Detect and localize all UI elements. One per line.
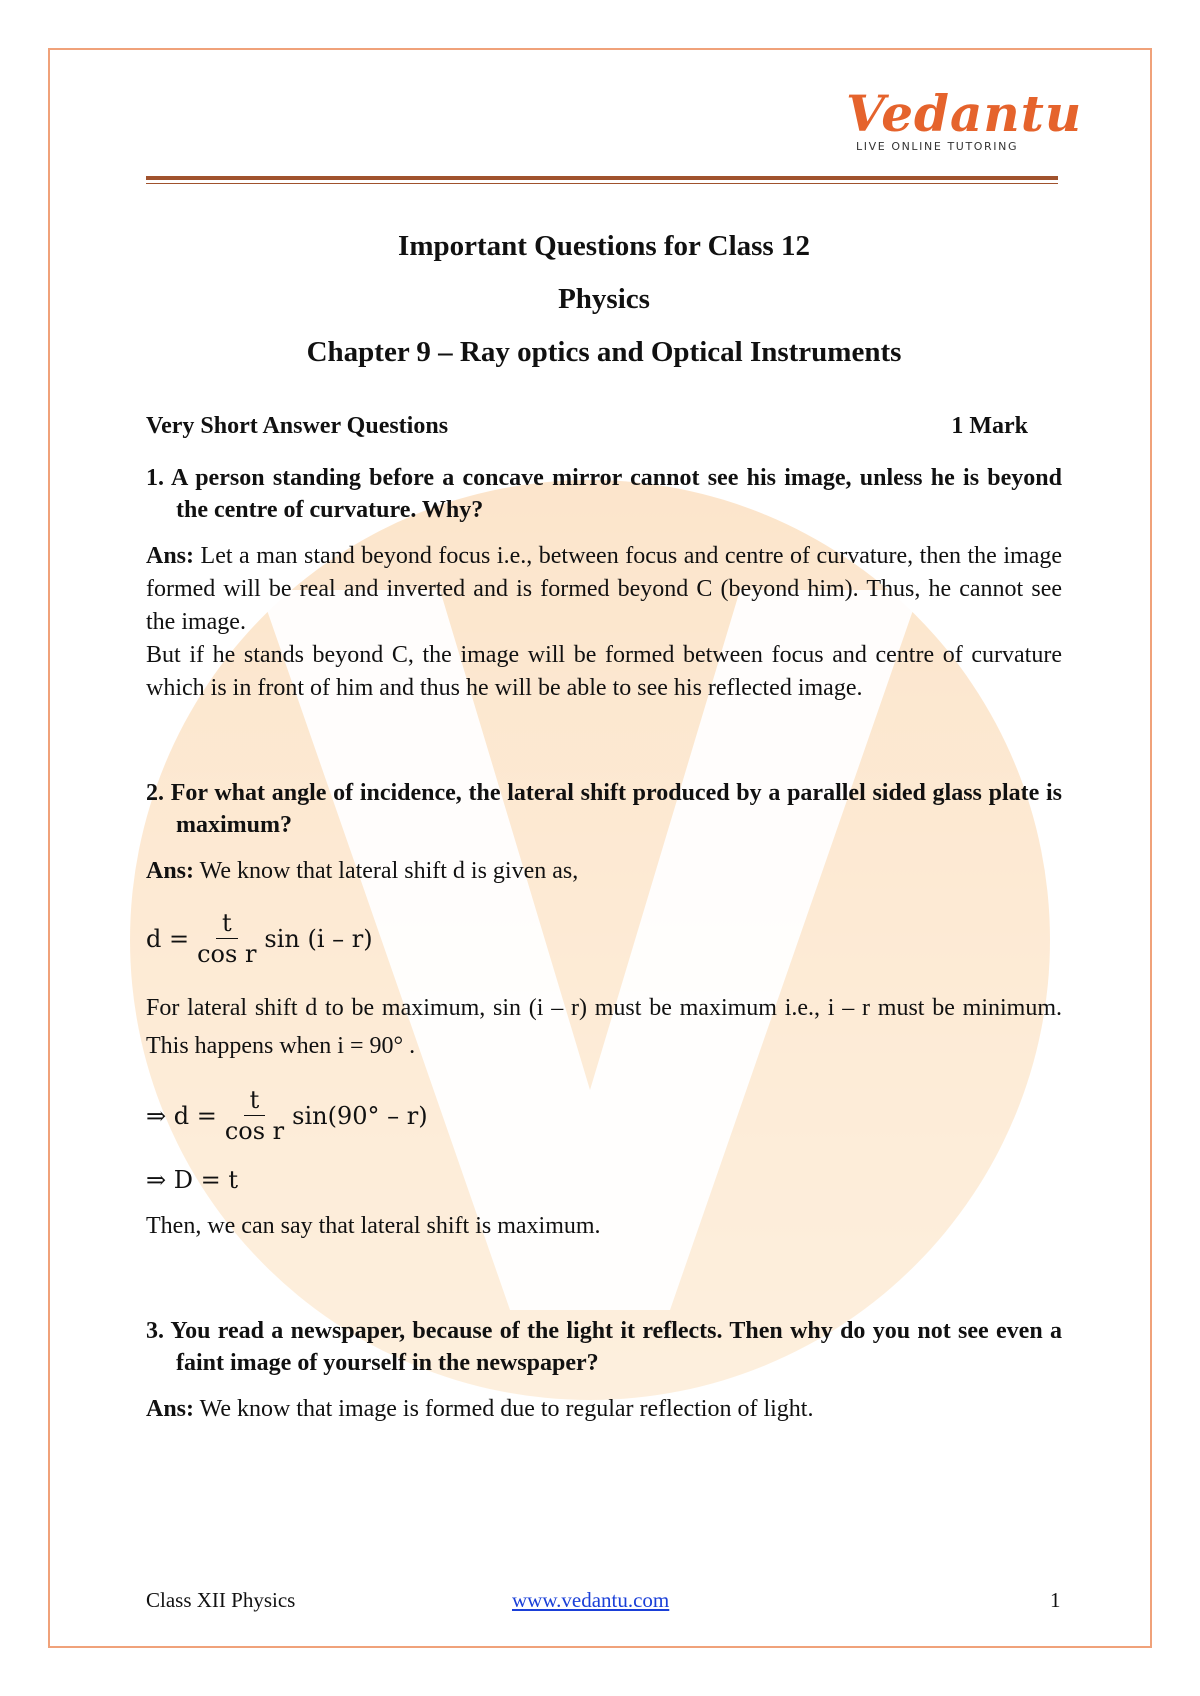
answer-1 — [146, 540, 1062, 639]
fraction — [219, 1085, 290, 1146]
fraction — [191, 908, 262, 969]
formula-rhs: sin (i – r) — [264, 924, 373, 953]
answer-2-paragraph: For lateral shift d to be maximum, sin (i – r) must be maximum i.e., i – r must be minimum. This happens when i = 90° . — [146, 995, 1062, 1059]
answer-3 — [146, 1393, 1062, 1426]
question-3: 3. You read a newspaper, because of the light it reflects. Then why do you not see even a faint image of yourself in the newspaper? — [146, 1318, 1062, 1376]
formula-lhs: d = — [146, 924, 190, 953]
answer-1-continued: But if he stands beyond C, the image will be formed between focus and centre of curvature which is in front of him and thus he will be able to see his reflected image. — [146, 642, 1062, 701]
document-content — [146, 222, 1062, 1426]
section-header — [146, 413, 1062, 440]
vedantu-logo — [838, 84, 1083, 162]
question-1: 1. A person standing before a concave mirror cannot see his image, unless he is beyond the centre of curvature. Why? — [146, 465, 1062, 523]
answer-text: Let a man stand beyond focus i.e., between focus and centre of curvature, then the image formed will be real and inverted and is formed beyond C (beyond him). Thus, he cannot see the image. — [146, 543, 1062, 635]
formula-max-shift — [146, 1085, 1062, 1146]
fraction-denominator: cos r — [197, 940, 257, 968]
formula-text: ⇒ D = t — [146, 1166, 238, 1194]
logo-wordmark: Vedantu — [846, 84, 1083, 143]
answer-text: We know that lateral shift d is given as, — [194, 858, 579, 884]
formula-rhs: sin(90° – r) — [292, 1101, 428, 1130]
footer-page-number: 1 — [1050, 1588, 1061, 1612]
formula-lateral-shift — [146, 908, 1062, 969]
section-marks: 1 Mark — [951, 413, 1028, 439]
logo-tagline: LIVE ONLINE TUTORING — [856, 140, 1019, 153]
doc-chapter: Chapter 9 – Ray optics and Optical Instruments — [306, 336, 902, 368]
footer-website-link[interactable]: www.vedantu.com — [512, 1588, 670, 1612]
section-name: Very Short Answer Questions — [146, 413, 449, 439]
fraction-numerator: t — [216, 908, 238, 939]
answer-label: Ans: — [146, 858, 195, 884]
answer-2 — [146, 855, 1062, 888]
doc-title: Important Questions for Class 12 — [398, 230, 810, 262]
answer-label: Ans: — [146, 543, 195, 569]
footer-class-label: Class XII Physics — [146, 1588, 296, 1612]
formula-lhs: ⇒ d = — [146, 1101, 217, 1130]
fraction-numerator: t — [244, 1085, 266, 1116]
formula-result — [146, 1166, 1062, 1194]
doc-subject: Physics — [558, 283, 650, 315]
header-rule-thin — [146, 183, 1058, 184]
answer-label: Ans: — [146, 1396, 195, 1422]
header-rule-thick — [146, 176, 1058, 180]
question-2: 2. For what angle of incidence, the lateral shift produced by a parallel sided glass plate is maximum? — [146, 780, 1062, 838]
answer-2-conclusion: Then, we can say that lateral shift is maximum. — [146, 1213, 601, 1239]
answer-text: We know that image is formed due to regular reflection of light. — [194, 1396, 814, 1422]
fraction-denominator: cos r — [224, 1117, 285, 1145]
